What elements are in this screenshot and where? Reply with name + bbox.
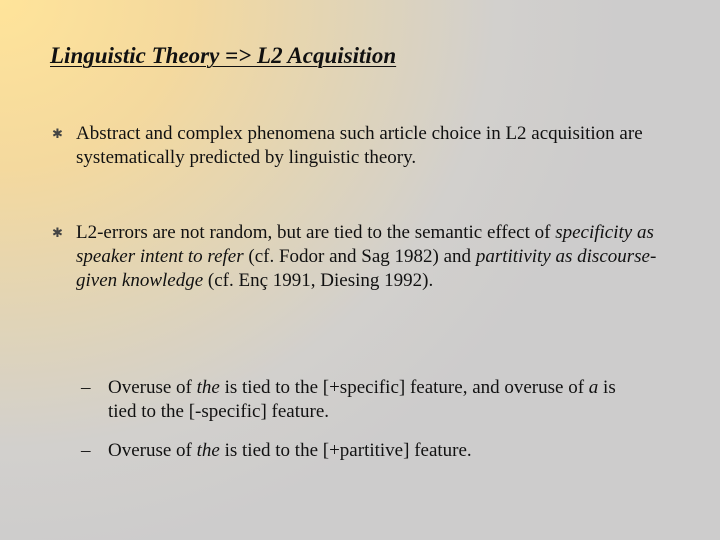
bullet-text-segment: (cf. Enç 1991, Diesing 1992).	[203, 270, 434, 291]
bullet-text	[76, 221, 676, 293]
italic-word-the: the	[196, 440, 220, 461]
sub-bullet-text	[108, 439, 648, 463]
slide-title: Linguistic Theory => L2 Acquisition	[50, 43, 397, 68]
bullet-text-segment: L2-errors are not random, but are tied to the semantic effect of	[76, 222, 556, 243]
sub-bullet-text-segment: is tied to the [+partitive] feature.	[219, 440, 472, 461]
sub-bullet-text-segment: Overuse of	[108, 377, 197, 398]
sub-bullet-text-segment: is tied to the [-specific] feature.	[108, 377, 616, 422]
snowflake-asterisk-icon: ✱	[52, 225, 63, 240]
bullet-text	[76, 122, 676, 170]
dash-marker: –	[81, 377, 91, 398]
italic-phrase-specificity: specificity as speaker intent to refer	[76, 222, 654, 267]
bullet-text-segment: (cf. Fodor and Sag 1982) and	[243, 246, 476, 267]
bullet-text-segment: Abstract and complex phenomena such article choice in L2 acquisition are systematically predicted by linguistic theory.	[76, 123, 643, 168]
italic-word-the: the	[196, 377, 220, 398]
sub-bullet-text	[108, 376, 648, 424]
italic-phrase-partitivity: partitivity as discourse-given knowledge	[76, 246, 657, 291]
dash-marker: –	[81, 440, 91, 461]
italic-word-a: a	[588, 377, 599, 398]
sub-bullet-text-segment: is tied to the [+specific] feature, and overuse of	[219, 377, 589, 398]
sub-bullet-text-segment: Overuse of	[108, 440, 197, 461]
snowflake-asterisk-icon: ✱	[52, 126, 63, 141]
